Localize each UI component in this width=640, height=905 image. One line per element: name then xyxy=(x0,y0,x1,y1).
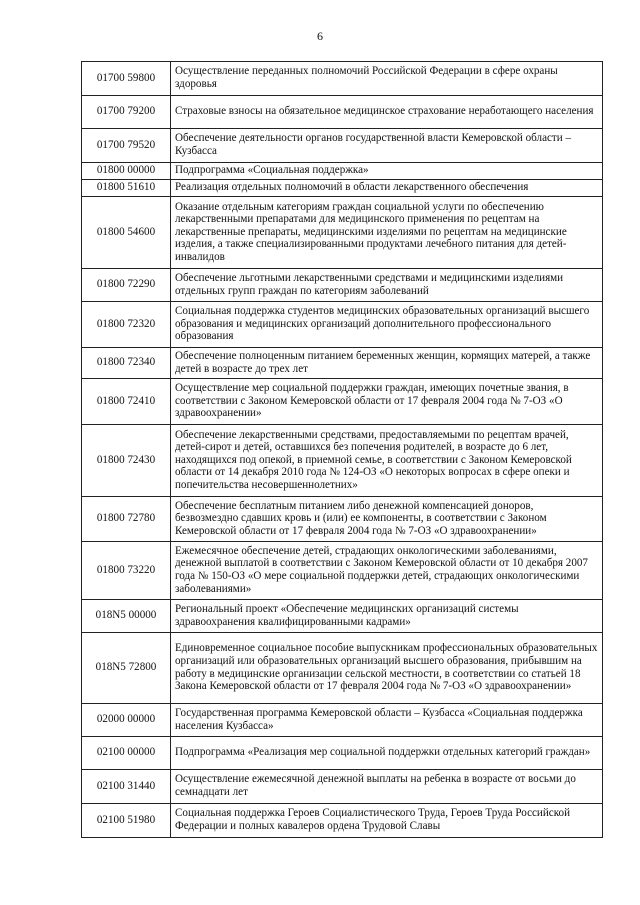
row-code: 01700 79200 xyxy=(82,96,171,129)
table-row xyxy=(82,269,603,302)
row-code: 01800 72290 xyxy=(82,269,171,302)
row-name: Страховые взносы на обязательное медицинское страхование неработающего населения xyxy=(171,96,603,129)
table-row xyxy=(82,425,603,497)
row-name: Осуществление ежемесячной денежной выплаты на ребенка в возрасте от восьми до семнадцати лет xyxy=(171,770,603,804)
row-code: 01700 79520 xyxy=(82,129,171,163)
row-name: Осуществление мер социальной поддержки граждан, имеющих почетные звания, в соответствии с Законом Кемеровской области от 17 февраля 2004 года № 7-ОЗ «О здравоохранении» xyxy=(171,379,603,425)
row-code: 02100 51980 xyxy=(82,804,171,838)
table-row xyxy=(82,197,603,269)
row-code: 01700 59800 xyxy=(82,62,171,96)
budget-classification-table xyxy=(81,61,603,838)
row-name: Единовременное социальное пособие выпускникам профессиональных образовательных организаций или образовательных организаций высшего образования, прибывшим на работу в медицинские организации сельской местности, в соответствии со статьей 18 Закона Кемеровской области от 17 февраля 2004 года № 7-ОЗ «О здравоохранении» xyxy=(171,633,603,704)
row-name: Социальная поддержка Героев Социалистического Труда, Героев Труда Российской Федерации и полных кавалеров ордена Трудовой Славы xyxy=(171,804,603,838)
table-row xyxy=(82,737,603,770)
row-name: Ежемесячное обеспечение детей, страдающих онкологическими заболеваниями, денежной выплатой в соответствии с Законом Кемеровской области от 10 декабря 2007 года № 150-ОЗ «О мере социальной поддержки детей, страдающих онкологическими заболеваниями» xyxy=(171,542,603,600)
row-code: 01800 72340 xyxy=(82,348,171,379)
row-name: Государственная программа Кемеровской области – Кузбасса «Социальная поддержка населения Кузбасса» xyxy=(171,704,603,737)
table-row xyxy=(82,379,603,425)
row-code: 02100 00000 xyxy=(82,737,171,770)
row-name: Обеспечение лекарственными средствами, предоставляемыми по рецептам врачей, детей-сирот и детей, оставшихся без попечения родителей, в возрасте до 6 лет, находящихся под опекой, в приемной семье, в соответствии с Законом Кемеровской области от 14 декабря 2010 года № 124-ОЗ «О некоторых вопросах в сфере опеки и попечительства несовершеннолетних» xyxy=(171,425,603,497)
table-row xyxy=(82,633,603,704)
row-name: Обеспечение бесплатным питанием либо денежной компенсацией доноров, безвозмездно сдавших кровь и (или) ее компоненты, в соответствии с Законом Кемеровской области от 17 февраля 2004 года № 7-ОЗ «О здравоохранении» xyxy=(171,497,603,542)
table-row xyxy=(82,96,603,129)
row-code: 01800 51610 xyxy=(82,180,171,197)
row-code: 018N5 00000 xyxy=(82,600,171,633)
table-row xyxy=(82,129,603,163)
table-row xyxy=(82,600,603,633)
row-code: 01800 73220 xyxy=(82,542,171,600)
table-row xyxy=(82,497,603,542)
row-code: 01800 00000 xyxy=(82,163,171,180)
table-row xyxy=(82,348,603,379)
row-name: Подпрограмма «Реализация мер социальной поддержки отдельных категорий граждан» xyxy=(171,737,603,770)
row-name: Реализация отдельных полномочий в области лекарственного обеспечения xyxy=(171,180,603,197)
table-row xyxy=(82,180,603,197)
row-code: 01800 54600 xyxy=(82,197,171,269)
page-number: 6 xyxy=(317,29,323,43)
row-code: 02000 00000 xyxy=(82,704,171,737)
table-row xyxy=(82,163,603,180)
table-row xyxy=(82,704,603,737)
row-code: 01800 72320 xyxy=(82,302,171,348)
row-code: 01800 72430 xyxy=(82,425,171,497)
table-row xyxy=(82,302,603,348)
row-code: 02100 31440 xyxy=(82,770,171,804)
table-row xyxy=(82,804,603,838)
table-row xyxy=(82,770,603,804)
row-code: 018N5 72800 xyxy=(82,633,171,704)
table-row xyxy=(82,62,603,96)
row-name: Обеспечение деятельности органов государственной власти Кемеровской области – Кузбасса xyxy=(171,129,603,163)
row-name: Социальная поддержка студентов медицинских образовательных организаций высшего образования и медицинских организаций дополнительного профессионального образования xyxy=(171,302,603,348)
row-name: Обеспечение льготными лекарственными средствами и медицинскими изделиями отдельных групп граждан по категориям заболеваний xyxy=(171,269,603,302)
row-code: 01800 72410 xyxy=(82,379,171,425)
row-code: 01800 72780 xyxy=(82,497,171,542)
row-name: Оказание отдельным категориям граждан социальной услуги по обеспечению лекарственными препаратами для медицинского применения по рецептам на лекарственные препараты, медицинскими изделиями по рецептам на медицинские изделия, а также специализированными продуктами лечебного питания для детей-инвалидов xyxy=(171,197,603,269)
table-row xyxy=(82,542,603,600)
row-name: Региональный проект «Обеспечение медицинских организаций системы здравоохранения квалифицированными кадрами» xyxy=(171,600,603,633)
row-name: Обеспечение полноценным питанием беременных женщин, кормящих матерей, а также детей в возрасте до трех лет xyxy=(171,348,603,379)
row-name: Подпрограмма «Социальная поддержка» xyxy=(171,163,603,180)
row-name: Осуществление переданных полномочий Российской Федерации в сфере охраны здоровья xyxy=(171,62,603,96)
